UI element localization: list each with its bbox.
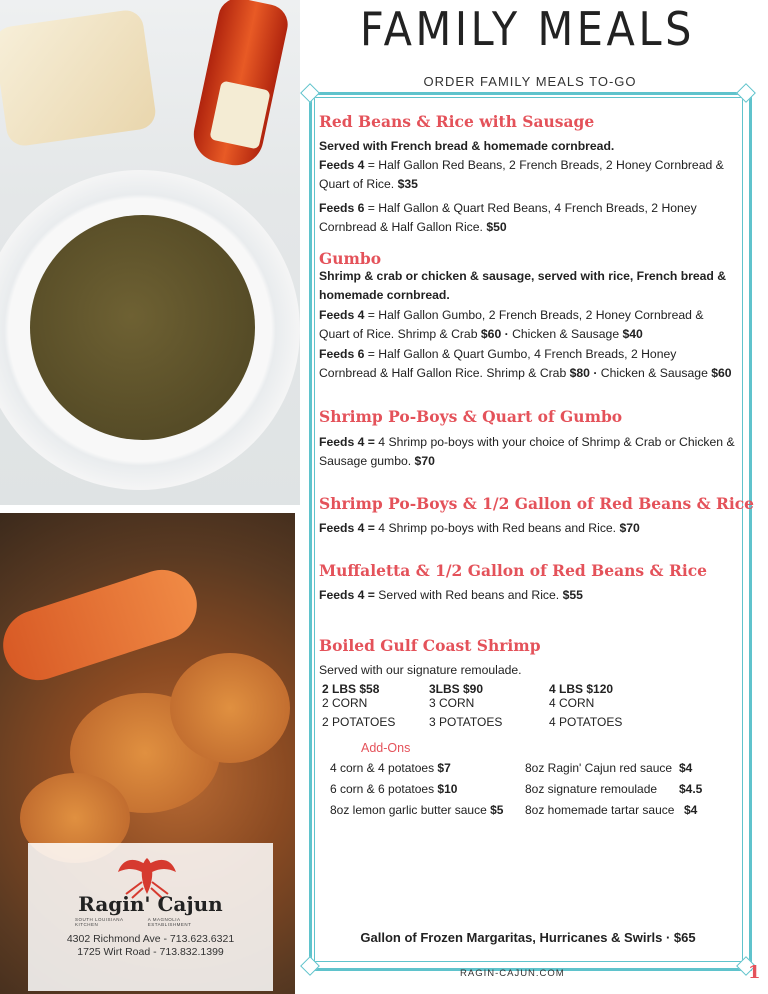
- addon-item: [330, 803, 503, 817]
- feeds-label: Feeds 4: [319, 308, 365, 322]
- margaritas-line: Gallon of Frozen Margaritas, Hurricanes & Swirls · $65: [360, 930, 696, 945]
- feeds-label: Feeds 4: [319, 158, 365, 172]
- price: $35: [397, 176, 418, 191]
- addon-item: [525, 782, 657, 796]
- price: $60 ·: [480, 326, 513, 341]
- muffaletta-details: [319, 586, 737, 605]
- red-beans-title: Red Beans & Rice with Sausage: [319, 112, 595, 131]
- gumbo-image: [30, 215, 255, 440]
- shrimp-size: 4 LBS $120: [549, 682, 614, 696]
- feeds-description: Chicken & Sausage: [512, 326, 623, 341]
- poboy-beans-details: [319, 519, 737, 538]
- price: $40: [622, 326, 643, 341]
- feeds-description: 4 Shrimp po-boys with Red beans and Rice.: [374, 521, 620, 535]
- feeds-label: Feeds 4 =: [319, 588, 375, 602]
- page-subtitle: ORDER FAMILY MEALS TO-GO: [423, 74, 637, 89]
- boiled-shrimp-title: Boiled Gulf Coast Shrimp: [319, 636, 541, 655]
- addon-text: 4 corn & 4 potatoes: [330, 761, 438, 775]
- addons-heading: Add-Ons: [361, 741, 411, 755]
- shrimp-size: 3LBS $90: [429, 682, 484, 696]
- price: $70: [414, 453, 435, 468]
- addon-item: [525, 803, 674, 817]
- muffaletta-title: Muffaletta & 1/2 Gallon of Red Beans & Rice: [319, 561, 708, 580]
- price: $60: [711, 365, 732, 380]
- shrimp-option-3lbs: [429, 682, 502, 729]
- addon-price: $5: [490, 803, 504, 817]
- shrimp-corn: 3 CORN: [429, 696, 475, 710]
- addon-item: [330, 782, 457, 796]
- feeds-description: 4 Shrimp po-boys with your choice of Shrimp & Crab or Chicken & Sausage gumbo.: [319, 435, 735, 468]
- boiled-shrimp-intro: Served with our signature remoulade.: [319, 663, 522, 677]
- feeds-description: = Half Gallon & Quart Gumbo, 4 French Breads, 2 Honey Cornbread & Half Gallon Rice. Shrimp & Crab: [319, 347, 677, 380]
- addon-price: [679, 761, 692, 775]
- shrimp-size: 2 LBS $58: [322, 682, 380, 696]
- addon-price-value: $4.5: [679, 782, 703, 796]
- feeds-description: Served with Red beans and Rice.: [374, 588, 563, 602]
- feeds-description: = Half Gallon Gumbo, 2 French Breads, 2 Honey Cornbread & Quart of Rice. Shrimp & Crab: [319, 308, 704, 341]
- address-richmond: 4302 Richmond Ave - 713.623.6321: [66, 933, 235, 945]
- website-url[interactable]: RAGIN-CAJUN.COM: [460, 968, 565, 979]
- addon-price: [679, 782, 702, 796]
- shrimp-option-2lbs: [322, 682, 395, 729]
- shrimp-image: [170, 653, 290, 763]
- logo-tagline-left: SOUTH LOUISIANA KITCHEN: [75, 917, 124, 927]
- addon-price-value: $4: [684, 803, 698, 817]
- addon-text: 8oz Ragin' Cajun red sauce: [525, 761, 673, 775]
- addon-item: [330, 761, 451, 775]
- page-number: 1: [748, 962, 761, 983]
- red-beans-feeds4: [319, 156, 737, 193]
- poboy-gumbo-details: [319, 433, 737, 470]
- red-beans-intro: Served with French bread & homemade cornbread.: [319, 139, 615, 153]
- feeds-label: Feeds 6: [319, 347, 365, 361]
- shrimp-corn: 2 CORN: [322, 696, 368, 710]
- feeds-description: Chicken & Sausage: [600, 365, 712, 380]
- price: $80 ·: [569, 365, 601, 380]
- addon-text: 8oz signature remoulade: [525, 782, 658, 796]
- gumbo-title: Gumbo: [319, 249, 382, 268]
- addon-text: 6 corn & 6 potatoes: [330, 782, 438, 796]
- addon-price: $7: [437, 761, 451, 775]
- shrimp-potatoes: 3 POTATOES: [429, 715, 503, 729]
- feeds-label: Feeds 6: [319, 201, 365, 215]
- addon-price: [684, 803, 697, 817]
- poboy-gumbo-title: Shrimp Po-Boys & Quart of Gumbo: [319, 407, 623, 426]
- addon-price: $10: [437, 782, 458, 796]
- price: $70: [619, 521, 640, 535]
- addon-item: [525, 761, 672, 775]
- red-beans-feeds6: [319, 199, 737, 236]
- shrimp-potatoes: 4 POTATOES: [549, 715, 623, 729]
- price: $50: [486, 219, 507, 234]
- feeds-label: Feeds 4 =: [319, 435, 375, 449]
- french-bread-image: [0, 8, 158, 148]
- addon-text: 8oz lemon garlic butter sauce: [330, 803, 491, 817]
- gumbo-feeds6: [319, 345, 737, 382]
- logo-name: Ragin' Cajun: [78, 892, 223, 916]
- gumbo-feeds4: [319, 306, 737, 343]
- address-wirt: 1725 Wirt Road - 713.832.1399: [77, 946, 224, 958]
- feeds-description: = Half Gallon Red Beans, 2 French Breads, 2 Honey Cornbread & Quart of Rice.: [319, 158, 724, 191]
- addon-price-value: $4: [679, 761, 693, 775]
- gumbo-intro: Shrimp & crab or chicken & sausage, served with rice, French bread & homemade cornbread.: [319, 269, 727, 302]
- poboy-beans-title: Shrimp Po-Boys & 1/2 Gallon of Red Beans & Rice: [319, 494, 755, 513]
- addon-text: 8oz homemade tartar sauce: [525, 803, 675, 817]
- shrimp-potatoes: 2 POTATOES: [322, 715, 396, 729]
- price: $55: [562, 588, 583, 602]
- page-title: FAMILY MEALS: [359, 2, 696, 56]
- logo-tagline-right: A MAGNOLIA ESTABLISHMENT: [147, 917, 192, 927]
- shrimp-option-4lbs: [549, 682, 622, 729]
- shrimp-corn: 4 CORN: [549, 696, 595, 710]
- logo-tagline: [75, 917, 225, 927]
- feeds-description: = Half Gallon & Quart Red Beans, 4 French Breads, 2 Honey Cornbread & Half Gallon Rice.: [319, 201, 697, 234]
- feeds-label: Feeds 4 =: [319, 521, 375, 535]
- gumbo-photo: [0, 0, 300, 505]
